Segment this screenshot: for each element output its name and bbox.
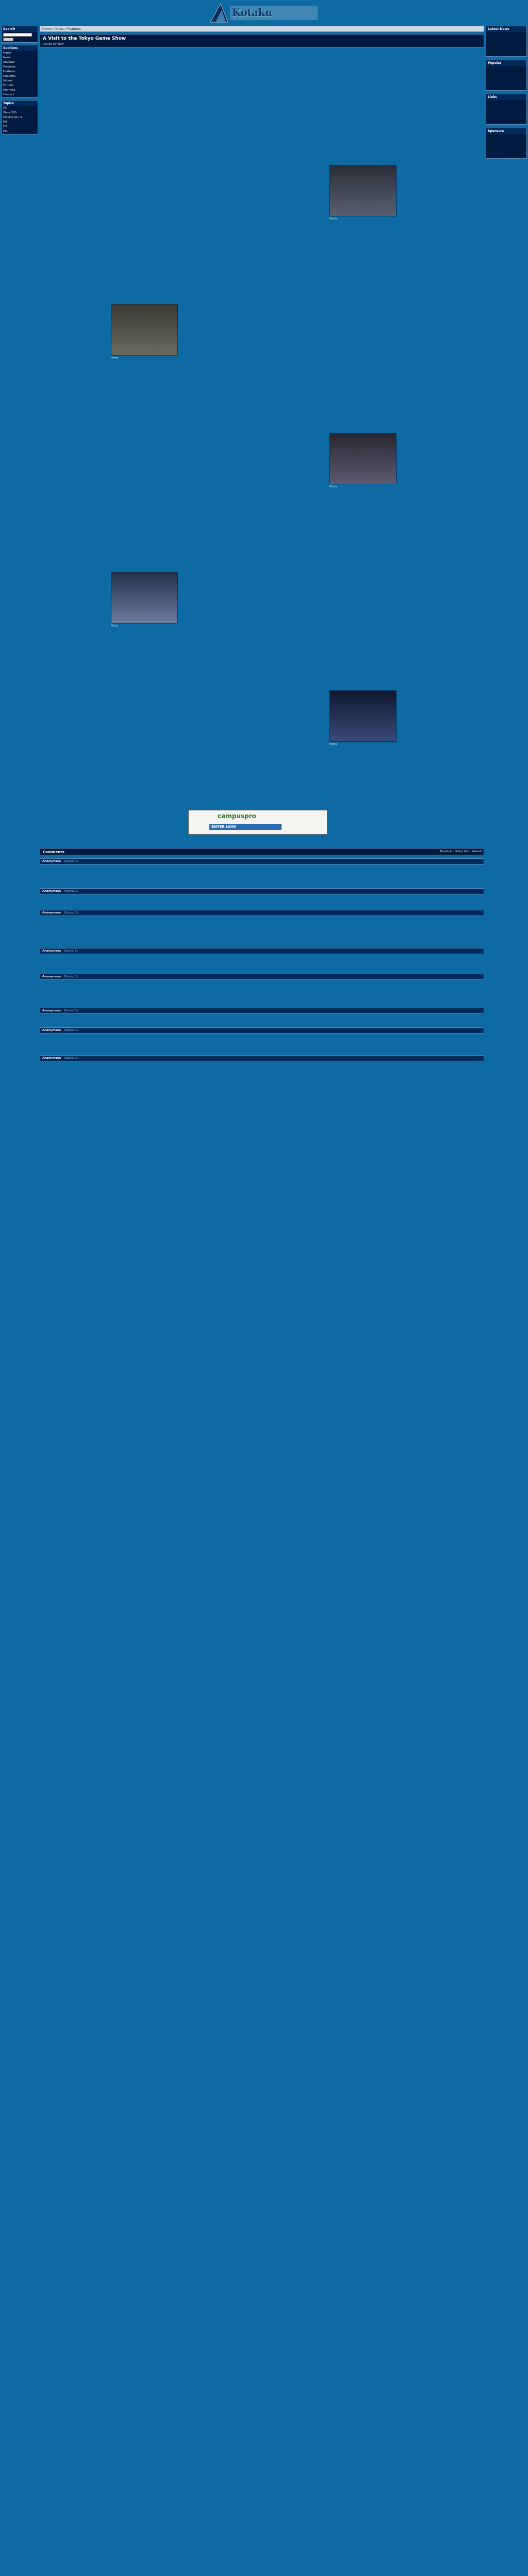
comments-title: Comments — [43, 850, 64, 854]
links-title: Links — [486, 94, 526, 100]
comment — [40, 974, 484, 1005]
ad-enter-button[interactable]: ENTER NOW — [209, 824, 282, 830]
comment-author[interactable]: Anonymous — [42, 1029, 61, 1032]
photo-caption: Photo — [329, 217, 337, 221]
comments-header — [40, 848, 484, 855]
site-banner — [0, 0, 528, 27]
comment — [40, 858, 484, 885]
comment-head — [40, 1055, 484, 1061]
article-header — [40, 34, 484, 47]
comment-score: (Score: 1) — [64, 1057, 78, 1060]
comment-author[interactable]: Anonymous — [42, 950, 61, 953]
topics-title: Topics — [2, 100, 38, 106]
latest-news-box — [486, 26, 527, 57]
comment-body — [40, 1061, 484, 1076]
ad-brand: campuspro — [218, 812, 256, 820]
comment — [40, 1008, 484, 1024]
sidebar-item-archives[interactable]: Archives — [3, 89, 15, 92]
comment-body — [40, 980, 484, 1005]
comment — [40, 1055, 484, 1076]
sidebar-item-home[interactable]: Home — [3, 52, 12, 55]
comment-score: (Score: 1) — [64, 1009, 78, 1012]
comment-author[interactable]: Anonymous — [42, 860, 61, 863]
article — [40, 26, 484, 840]
comment-head — [40, 858, 484, 865]
sections-box — [1, 45, 38, 98]
right-sidebar — [486, 26, 527, 242]
comment-score: (Score: 1) — [64, 911, 78, 914]
comment-body — [40, 1014, 484, 1024]
comment-body — [40, 894, 484, 907]
comment-body — [40, 916, 484, 945]
sidebar-item-previews[interactable]: Previews — [3, 65, 16, 69]
topic-item[interactable]: Wii — [3, 121, 8, 124]
comment-score: (Score: 1) — [64, 1029, 78, 1032]
comments-controls[interactable]: Threshold · Oldest First · Refresh — [439, 850, 482, 853]
photo-caption: Photo — [111, 357, 119, 360]
popular-title: Popular — [486, 60, 526, 66]
topics-box — [1, 100, 38, 134]
comment-head — [40, 1008, 484, 1014]
comment-score: (Score: 1) — [64, 975, 78, 978]
popular-box — [486, 60, 527, 91]
article-photo[interactable] — [329, 433, 397, 484]
topic-item[interactable]: PSP — [3, 130, 9, 133]
sections-title: Sections — [2, 45, 38, 51]
breadcrumb[interactable]: Home » News » Features — [40, 26, 484, 32]
article-photo[interactable] — [329, 690, 397, 742]
sponsors-box — [486, 128, 527, 159]
comment-author[interactable]: Anonymous — [42, 1057, 61, 1060]
photo-caption: Photo — [111, 624, 119, 628]
comment — [40, 888, 484, 907]
photo-caption: Photo — [329, 743, 337, 746]
search-title: Search — [2, 26, 38, 32]
sidebar-item-features[interactable]: Features — [3, 70, 15, 73]
article-title: A Visit to the Tokyo Game Show — [43, 36, 126, 41]
comment-score: (Score: 1) — [64, 890, 78, 893]
search-button[interactable] — [3, 38, 13, 41]
sidebar-item-news[interactable]: News — [3, 56, 11, 59]
comment-score: (Score: 1) — [64, 950, 78, 953]
comment-head — [40, 974, 484, 980]
comment-head — [40, 888, 484, 894]
sidebar-item-contact[interactable]: Contact — [3, 93, 14, 96]
topic-item[interactable]: DS — [3, 125, 7, 128]
sponsors-title: Sponsors — [486, 128, 526, 134]
site-logo[interactable] — [207, 2, 321, 24]
comment — [40, 1027, 484, 1052]
topic-item[interactable]: PlayStation 3 — [3, 116, 22, 119]
logo-text: Kotaku — [232, 6, 272, 19]
comment-body — [40, 954, 484, 971]
comment-head — [40, 1027, 484, 1033]
topic-item[interactable]: PC — [3, 107, 7, 110]
comment-author[interactable]: Anonymous — [42, 1009, 61, 1012]
comment-author[interactable]: Anonymous — [42, 911, 61, 914]
topic-item[interactable]: Xbox 360 — [3, 111, 16, 114]
comment-score: (Score: 1) — [64, 860, 78, 863]
search-input[interactable] — [3, 33, 32, 37]
sidebar-item-reviews[interactable]: Reviews — [3, 61, 15, 64]
comment-author[interactable]: Anonymous — [42, 890, 61, 893]
sidebar-item-videos[interactable]: Videos — [3, 79, 13, 82]
photo-caption: Photo — [329, 485, 337, 488]
comment-body — [40, 1033, 484, 1052]
latest-news-title: Latest News — [486, 26, 526, 32]
comment-body — [40, 865, 484, 885]
article-photo[interactable] — [329, 165, 397, 216]
article-photo[interactable] — [111, 572, 178, 623]
comment — [40, 910, 484, 945]
sidebar-item-forums[interactable]: Forums — [3, 84, 14, 87]
comment-author[interactable]: Anonymous — [42, 975, 61, 978]
article-photo[interactable] — [111, 304, 178, 355]
comment-head — [40, 910, 484, 916]
links-box — [486, 94, 527, 125]
left-sidebar — [1, 26, 38, 191]
comment-head — [40, 948, 484, 954]
ad-banner[interactable] — [188, 810, 327, 835]
search-box — [1, 26, 38, 43]
article-byline: Posted by staff — [43, 43, 64, 46]
comments-section — [40, 848, 484, 2576]
comment — [40, 948, 484, 971]
sidebar-item-columns[interactable]: Columns — [3, 75, 15, 78]
